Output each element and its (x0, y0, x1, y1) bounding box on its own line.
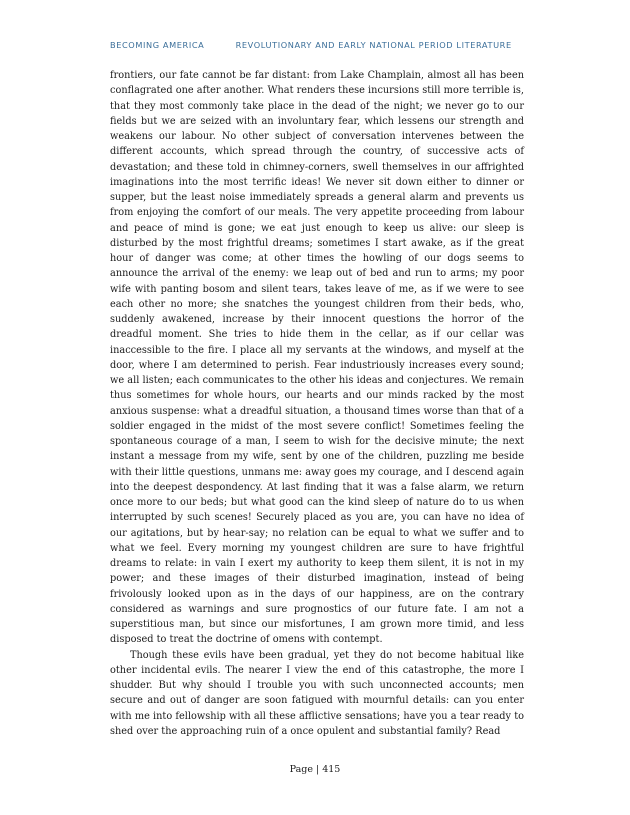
paragraph-1: frontiers, our fate cannot be far distant: from Lake Champlain, almost all has been conflagrated one after another. What renders these incursions still more terrible is, that they most commonly take place in the dead of the night; we never go to our fields but we are seized with an involuntary fear, which lessens our strength and weakens our labour. No other subject of conversation intervenes between the different accounts, which spread through the country, of successive acts of devastation; and these told in chimney-corners, swell themselves in our affrighted imaginations into the most terrific ideas! We never sit down either to dinner or supper, but the least noise immediately spreads a general alarm and prevents us from enjoying the comfort of our meals. The very appetite proceeding from labour and peace of mind is gone; we eat just enough to keep us alive: our sleep is disturbed by the most frightful dreams; sometimes I start awake, as if the great hour of danger was come; at other times the howling of our dogs seems to announce the arrival of the enemy: we leap out of bed and run to arms; my poor wife with panting bosom and silent tears, takes leave of me, as if we were to see each other no more; she snatches the youngest children from their beds, who, suddenly awakened, increase by their innocent questions the horror of the dreadful moment. She tries to hide them in the cellar, as if our cellar was inaccessible to the fire. I place all my servants at the windows, and myself at the door, where I am determined to perish. Fear industriously increases every sound; we all listen; each communicates to the other his ideas and conjectures. We remain thus sometimes for whole hours, our hearts and our minds racked by the most anxious suspense: what a dreadful situation, a thousand times worse than that of a soldier engaged in the midst of the most severe conflict! Sometimes feeling the spontaneous courage of a man, I seem to wish for the decisive minute; the next instant a message from my wife, sent by one of the children, puzzling me beside with their little questions, unmans me: away goes my courage, and I descend again into the deepest despondency. At last finding that it was a false alarm, we return once more to our beds; but what good can the kind sleep of nature do to us when interrupted by such scenes! Securely placed as you are, you can have no idea of our agitations, but by hear-say; no relation can be equal to what we suffer and to what we feel. Every morning my youngest children are sure to have frightful dreams to relate: in vain I exert my authority to keep them silent, it is not in my power; and these images of their disturbed imagination, instead of being frivolously looked upon as in the days of our happiness, are on the contrary considered as warnings and sure prognostics of our future fate. I am not a superstitious man, but since our misfortunes, I am grown more timid, and less disposed to treat the doctrine of omens with contempt. (110, 70, 524, 646)
paragraph-2: Though these evils have been gradual, yet they do not become habitual like other incidental evils. The nearer I view the end of this catastrophe, the more I shudder. But why should I trouble you with such unconnected accounts; men secure and out of danger are soon fatigued with mournful details: can you enter with me into fellowship with all these afflictive sensations; have you a tear ready to shed over the approaching ruin of a once opulent and substantial family? Read (110, 649, 524, 737)
section-title: REVOLUTIONARY AND EARLY NATIONAL PERIOD LITERATURE (235, 40, 512, 50)
running-header (110, 40, 530, 50)
book-title: BECOMING AMERICA (110, 40, 205, 50)
page-number: Page | 415 (289, 764, 341, 775)
page-body (110, 68, 524, 739)
